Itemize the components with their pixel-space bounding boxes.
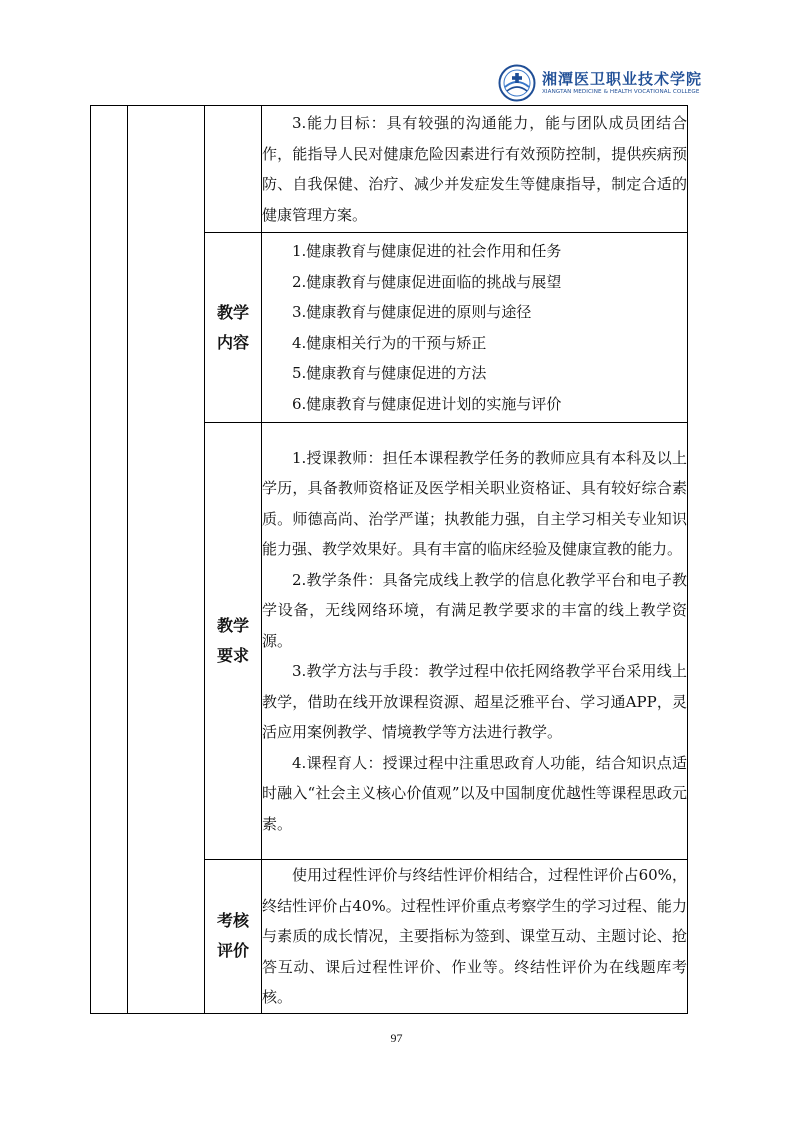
list-item: 1.健康教育与健康促进的社会作用和任务: [292, 242, 562, 260]
list-item: 5.健康教育与健康促进的方法: [292, 364, 487, 382]
row-label-assessment: 考核 评价: [205, 860, 262, 1014]
teaching-content-cell: [262, 233, 688, 423]
list-item: 4.健康相关行为的干预与矫正: [292, 333, 487, 352]
merged-cell-col2: [128, 106, 205, 1014]
list-item: 3.健康教育与健康促进的原则与途径: [292, 303, 532, 321]
requirement-paragraph: 2.教学条件：具备完成线上教学的信息化教学平台和电子教学设备，无线网络环境，有满足教学要求的丰富的线上教学资源。: [262, 570, 687, 650]
row-label-teaching-requirements: 教学 要求: [205, 423, 262, 860]
school-emblem-icon: [498, 64, 536, 102]
course-table: [90, 105, 688, 1014]
requirement-paragraph: 3.教学方法与手段：教学过程中依托网络教学平台采用线上教学，借助在线开放课程资源、超星泛雅平台、学习通APP，灵活应用案例教学、情境教学等方法进行教学。: [262, 662, 687, 742]
school-name: 湘潭医卫职业技术学院: [542, 70, 703, 88]
row-label-teaching-content: 教学 内容: [205, 233, 262, 423]
assessment-cell: [262, 860, 688, 1014]
assessment-text: 使用过程性评价与终结性评价相结合，过程性评价占60%，终结性评价占40%。过程性评价重点考察学生的学习过程、能力与素质的成长情况，主要指标为签到、课堂互动、主题讨论、抢答互动、课后过程性评价、作业等。终结性评价为在线题库考核。: [262, 866, 687, 1006]
ability-goal-text: 3.能力目标：具有较强的沟通能力，能与团队成员团结合作，能指导人民对健康危险因素进行有效预防控制，提供疾病预防、自我保健、治疗、减少并发症发生等健康指导，制定合适的健康管理方案。: [262, 114, 687, 224]
requirement-paragraph: 1.授课教师：担任本课程教学任务的教师应具有本科及以上学历，具备教师资格证及医学相关职业资格证、具有较好综合素质。师德高尚、治学严谨；执教能力强，自主学习相关专业知识能力强、教学效果好。具有丰富的临床经验及健康宣教的能力。: [262, 448, 687, 559]
school-logo: [498, 62, 703, 104]
row-label-empty: [205, 106, 262, 233]
ability-goal-cell: [262, 106, 688, 233]
page-number: 97: [390, 1031, 403, 1045]
table-row: [91, 106, 688, 233]
merged-cell-col1: [91, 106, 128, 1014]
requirement-paragraph: 4.课程育人：授课过程中注重思政育人功能，结合知识点适时融入“社会主义核心价值观”以及中国制度优越性等课程思政元素。: [262, 753, 687, 833]
list-item: 6.健康教育与健康促进计划的实施与评价: [292, 394, 562, 413]
school-name-en: XIANGTAN MEDICINE & HEALTH VOCATIONAL COLLEGE: [542, 89, 700, 95]
teaching-requirements-cell: [262, 423, 688, 860]
list-item: 2.健康教育与健康促进面临的挑战与展望: [292, 272, 562, 291]
